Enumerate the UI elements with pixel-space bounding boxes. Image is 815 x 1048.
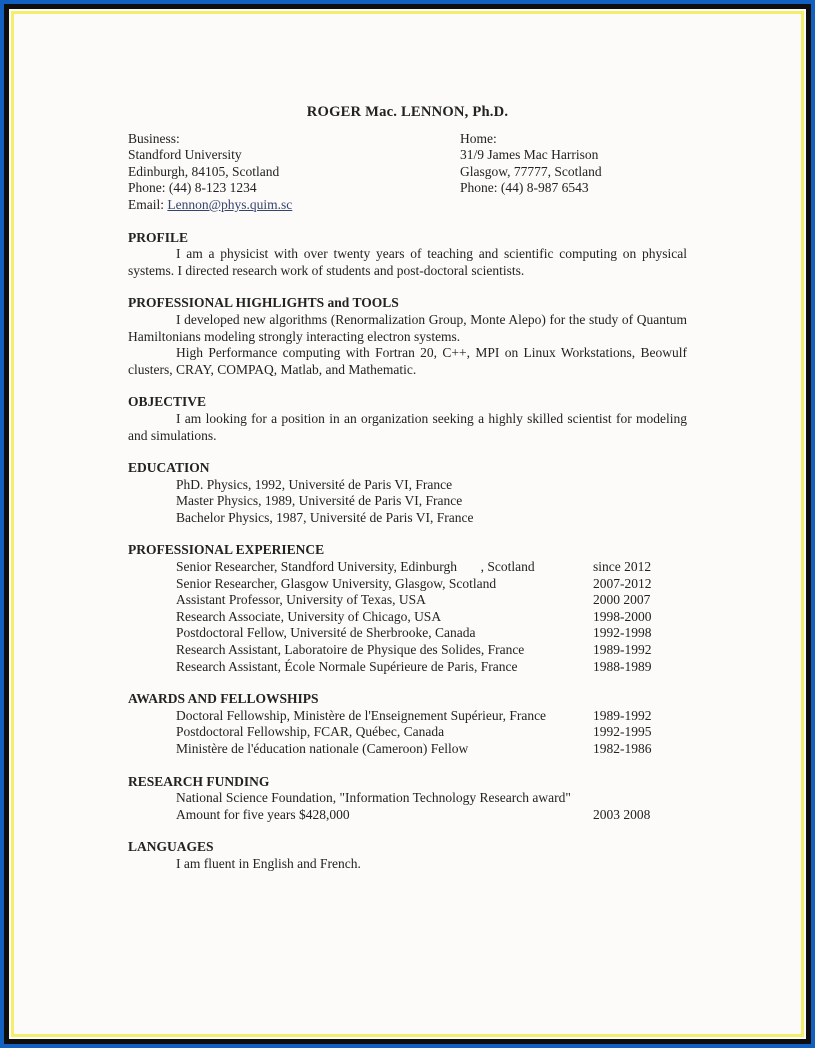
experience-row	[128, 625, 687, 642]
funding-line: National Science Foundation, "Information Technology Research award"	[176, 790, 571, 806]
experience-role: Research Assistant, Laboratoire de Physique des Solides, France	[176, 642, 525, 658]
section-heading-objective: OBJECTIVE	[128, 394, 207, 410]
award-dates: 1992-1995	[593, 724, 652, 740]
award-title: Postdoctoral Fellowship, FCAR, Québec, Canada	[176, 724, 445, 740]
experience-role: Senior Researcher, Standford University, Edinburgh , Scotland	[176, 559, 535, 575]
section-funding	[128, 774, 687, 824]
business-line: Standford University	[128, 147, 242, 163]
section-experience	[128, 542, 687, 675]
home-line: Phone: (44) 8-987 6543	[460, 180, 589, 196]
award-row	[128, 724, 687, 741]
award-dates: 1982-1986	[593, 741, 652, 756]
funding-row	[128, 807, 687, 824]
home-label: Home:	[460, 130, 497, 146]
home-line: 31/9 James Mac Harrison	[460, 147, 599, 163]
education-item: Master Physics, 1989, Université de Paris VI, France	[176, 493, 463, 509]
experience-role: Research Associate, University of Chicago, USA	[176, 608, 442, 624]
section-awards	[128, 691, 687, 757]
section-highlights	[128, 295, 687, 378]
education-item: PhD. Physics, 1992, Université de Paris VI, France	[176, 476, 453, 492]
experience-row	[128, 592, 687, 609]
experience-row	[128, 576, 687, 593]
section-languages	[128, 839, 687, 872]
section-heading-experience: PROFESSIONAL EXPERIENCE	[128, 542, 325, 558]
business-label: Business:	[128, 130, 180, 146]
experience-dates: 1989-1992	[593, 642, 652, 658]
award-title: Doctoral Fellowship, Ministère de l'Enseignement Supérieur, France	[176, 707, 547, 723]
business-line: Edinburgh, 84105, Scotland	[128, 163, 280, 179]
experience-role: Research Assistant, École Normale Supérieure de Paris, France	[176, 658, 518, 674]
page-border-inner	[4, 4, 811, 1044]
experience-row	[128, 559, 687, 576]
funding-dates: 2003 2008	[593, 806, 651, 822]
experience-role: Postdoctoral Fellow, Université de Sherbrooke, Canada	[176, 625, 476, 641]
languages-text: I am fluent in English and French.	[176, 855, 361, 871]
experience-row	[128, 642, 687, 659]
funding-amount: Amount for five years $428,000	[176, 806, 350, 822]
section-heading-education: EDUCATION	[128, 460, 210, 476]
highlights-paragraph: High Performance computing with Fortran 20, C++, MPI on Linux Workstations, Beowulf clusters, CRAY, COMPAQ, Matlab, and Mathematic.	[128, 345, 687, 377]
experience-role: Senior Researcher, Glasgow University, Glasgow, Scotland	[176, 575, 497, 591]
section-profile	[128, 230, 687, 280]
experience-dates: 1992-1998	[593, 625, 652, 641]
experience-row	[128, 609, 687, 626]
education-item: Bachelor Physics, 1987, Université de Paris VI, France	[176, 509, 474, 525]
section-heading-languages: LANGUAGES	[128, 839, 214, 855]
home-block	[460, 131, 687, 214]
experience-dates: 2007-2012	[593, 575, 652, 591]
section-heading-profile: PROFILE	[128, 229, 189, 245]
experience-dates: 1998-2000	[593, 608, 652, 624]
award-dates: 1989-1992	[593, 707, 652, 723]
experience-row	[128, 659, 687, 676]
page-border-accent	[11, 11, 804, 1037]
home-line: Glasgow, 77777, Scotland	[460, 163, 602, 179]
highlights-paragraph: I developed new algorithms (Renormalization Group, Monte Alepo) for the study of Quantum Hamiltonians modeling strongly interacting electron systems.	[128, 311, 687, 344]
experience-role: Assistant Professor, University of Texas, USA	[176, 592, 426, 608]
contact-block	[128, 131, 687, 214]
experience-dates: 2000 2007	[593, 592, 651, 608]
objective-text: I am looking for a position in an organization seeking a highly skilled scientist for modeling and simulations.	[128, 410, 687, 443]
section-heading-funding: RESEARCH FUNDING	[128, 773, 270, 789]
experience-dates: since 2012	[593, 559, 652, 575]
email-link[interactable]: Lennon@phys.quim.sc	[167, 196, 293, 212]
business-line: Phone: (44) 8-123 1234	[128, 180, 257, 196]
business-block	[128, 131, 460, 214]
email-label: Email:	[128, 196, 164, 212]
section-education	[128, 460, 687, 526]
email-line	[128, 197, 460, 214]
experience-dates: 1988-1989	[593, 658, 652, 674]
resume-name: ROGER Mac. LENNON, Ph.D.	[306, 104, 509, 120]
award-row	[128, 708, 687, 725]
section-heading-highlights: PROFESSIONAL HIGHLIGHTS and TOOLS	[128, 295, 399, 311]
section-objective	[128, 394, 687, 444]
resume-page	[14, 14, 801, 1034]
section-heading-awards: AWARDS AND FELLOWSHIPS	[128, 691, 319, 707]
award-title: Ministère de l'éducation nationale (Cameroon) Fellow	[176, 741, 469, 756]
award-row	[128, 741, 687, 758]
profile-text: I am a physicist with over twenty years of teaching and scientific computing on physical systems. I directed research work of students and post-doctoral scientists.	[128, 246, 687, 278]
